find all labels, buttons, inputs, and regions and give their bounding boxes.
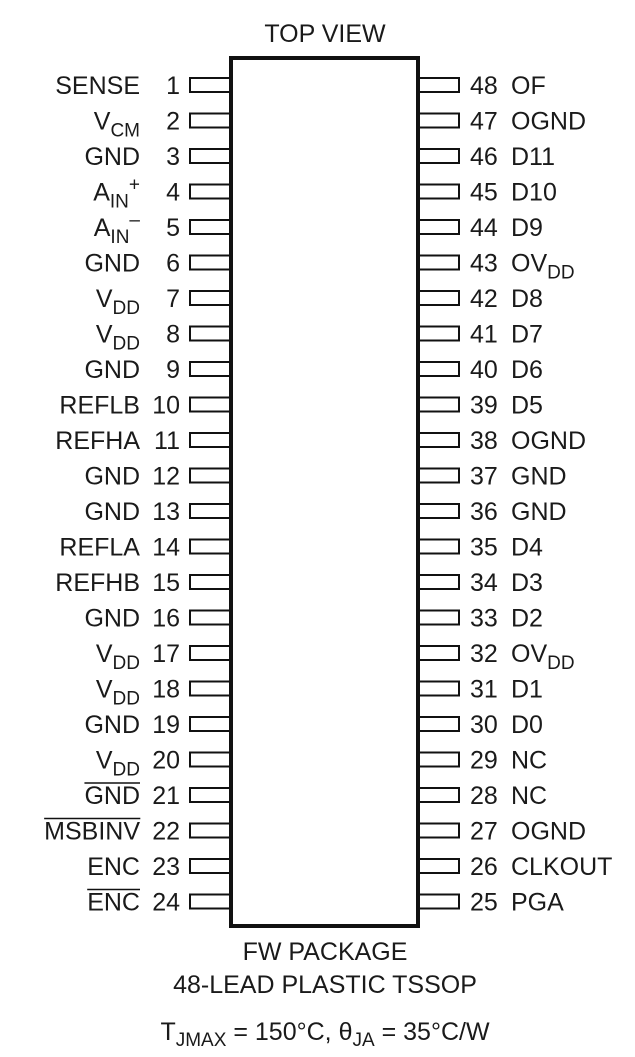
pin-label-main: OV: [511, 249, 548, 278]
pin-label-main: D0: [511, 711, 543, 739]
pin-label: [93, 175, 140, 213]
pin-number: 4: [166, 178, 180, 207]
pin-label: [511, 356, 543, 384]
pin-label-main: GND: [511, 462, 567, 491]
pin-label: [511, 534, 543, 562]
pin-label: [96, 676, 140, 710]
pin-number: 19: [152, 711, 180, 739]
pin-number: 48: [470, 72, 498, 100]
pin-label: [511, 427, 586, 455]
pin-label-main: GND: [84, 498, 140, 526]
pin-label-main: NC: [511, 746, 548, 775]
pin-pad: [190, 895, 230, 909]
pin-label-main: V: [95, 675, 113, 704]
pin-number: 28: [470, 782, 498, 810]
pin-pad: [190, 220, 230, 234]
pin-pad: [419, 469, 459, 483]
pin-pad: [190, 540, 230, 554]
pin-label: [511, 640, 575, 674]
pin-label-main: V: [95, 640, 113, 668]
pin-label-main: GND: [84, 604, 140, 633]
pin-pad: [190, 78, 230, 92]
pin-label-main: ENC: [87, 888, 140, 917]
pin-number: 17: [152, 640, 180, 668]
pin-label-main: REFLB: [59, 391, 140, 420]
pin-pad: [190, 682, 230, 696]
pin-label-subscript: IN: [109, 191, 129, 213]
pin-label-main: GND: [84, 356, 140, 384]
pin-label: [511, 818, 586, 846]
pin-pad: [190, 149, 230, 163]
pin-label-subscript: DD: [547, 653, 575, 674]
pin-pad: [419, 398, 459, 412]
pin-label: [84, 605, 140, 633]
tjmax-value: = 150°C,: [226, 1018, 339, 1046]
package-type: 48-LEAD PLASTIC TSSOP: [173, 971, 477, 999]
pin-number: 5: [166, 214, 180, 242]
pin-pad: [419, 433, 459, 447]
pin-label-main: D4: [511, 533, 543, 562]
pin-pad: [419, 540, 459, 554]
pin-label: [94, 108, 140, 142]
pin-label: [55, 569, 140, 597]
pin-pad: [190, 859, 230, 873]
pin-label: [84, 498, 140, 526]
pin-number: 27: [470, 817, 498, 846]
pin-label-main: MSBINV: [44, 817, 140, 846]
pin-number: 46: [470, 143, 498, 171]
pin-pad: [190, 433, 230, 447]
pin-number: 20: [152, 746, 180, 775]
pin-label-main: A: [93, 178, 110, 207]
pin-label-subscript: CM: [110, 120, 140, 142]
pin-number: 43: [470, 249, 498, 278]
pin-pad: [190, 256, 230, 270]
pin-number: 40: [470, 356, 498, 384]
pin-pad: [419, 114, 459, 128]
pin-label-subscript: DD: [112, 653, 140, 674]
pin-number: 32: [470, 640, 498, 668]
pin-pad: [190, 753, 230, 767]
pin-label: [84, 250, 140, 278]
pin-label-main: D7: [511, 320, 543, 349]
pin-label-main: GND: [84, 711, 140, 739]
pin-label: [511, 214, 543, 242]
pin-pad: [419, 362, 459, 376]
pin-label: [511, 392, 543, 420]
pin-number: 10: [152, 391, 180, 420]
pin-label-main: A: [93, 214, 111, 242]
pin-label-main: D5: [511, 391, 543, 420]
pin-number: 29: [470, 746, 498, 775]
pin-label: [96, 321, 140, 355]
pin-number: 35: [470, 533, 498, 562]
pin-label: [59, 392, 140, 420]
pin-label-main: GND: [84, 143, 140, 171]
pin-number: 36: [470, 498, 498, 526]
pin-label: [511, 782, 547, 810]
pin-label-main: ENC: [87, 853, 140, 881]
pin-label: [511, 108, 586, 136]
pin-label: [511, 569, 543, 597]
thermal-spec: [160, 1018, 490, 1051]
pin-label-main: OV: [511, 640, 548, 668]
pin-label: [511, 179, 557, 207]
pin-label: [96, 285, 140, 319]
pin-label-main: D6: [511, 356, 543, 384]
pin-label-main: REFHA: [55, 427, 140, 455]
pin-pad: [419, 611, 459, 625]
pin-label: [511, 72, 546, 100]
pin-label-subscript: DD: [112, 759, 140, 781]
pin-label-subscript: DD: [112, 333, 140, 355]
pin-number: 1: [166, 72, 180, 100]
theta-value: = 35°C/W: [374, 1018, 490, 1046]
pin-label-main: GND: [84, 462, 140, 491]
pin-label: [511, 285, 543, 313]
pin-label: [59, 534, 140, 562]
pin-pad: [419, 220, 459, 234]
pin-pad: [419, 78, 459, 92]
pin-number: 38: [470, 427, 498, 455]
theta-subscript: JA: [352, 1030, 375, 1051]
pin-number: 16: [152, 604, 180, 633]
pin-number: 42: [470, 285, 498, 313]
pin-label: [511, 889, 564, 917]
pin-number: 21: [152, 782, 180, 810]
pin-label-main: OGND: [511, 107, 586, 136]
pin-label: [84, 143, 140, 171]
pin-label: [84, 711, 140, 739]
pin-label-main: GND: [511, 498, 567, 526]
pin-pad: [190, 327, 230, 341]
pin-number: 26: [470, 853, 498, 881]
pin-number: 41: [470, 320, 498, 349]
pin-label-main: D10: [511, 178, 557, 207]
pin-label: [84, 463, 140, 491]
pin-number: 9: [166, 356, 180, 384]
pin-number: 37: [470, 462, 498, 491]
pin-label: [511, 321, 543, 349]
pin-label-main: OGND: [511, 817, 586, 846]
pin-pad: [190, 114, 230, 128]
pin-label-main: D8: [511, 285, 543, 313]
pin-label-main: D3: [511, 569, 543, 597]
tjmax-subscript: JMAX: [175, 1030, 227, 1051]
pin-number: 34: [470, 569, 498, 597]
pin-pad: [419, 859, 459, 873]
pin-label-subscript: DD: [112, 298, 140, 319]
pin-label: [87, 853, 140, 881]
pin-number: 18: [152, 675, 180, 704]
pin-label-superscript: –: [129, 210, 140, 231]
pin-pad: [419, 646, 459, 660]
pin-label: [96, 640, 140, 674]
view-title: TOP VIEW: [264, 20, 386, 48]
pin-number: 39: [470, 391, 498, 420]
pin-number: 30: [470, 711, 498, 739]
pin-label-main: D9: [511, 214, 543, 242]
pin-label-main: NC: [511, 782, 548, 810]
pin-number: 25: [470, 888, 498, 917]
pin-label-main: V: [93, 107, 111, 136]
pin-label: [511, 711, 543, 739]
pin-number: 2: [166, 107, 180, 136]
pin-label: [511, 676, 543, 704]
pin-number: 14: [152, 533, 180, 562]
pin-number: 44: [470, 214, 498, 242]
pin-label-main: GND: [84, 249, 140, 278]
ic-body: [231, 58, 418, 926]
pin-pad: [190, 185, 230, 199]
pin-number: 15: [152, 569, 180, 597]
pin-pad: [419, 149, 459, 163]
pin-label: [511, 143, 555, 171]
pin-label-main: OGND: [511, 427, 586, 455]
pin-label: [55, 72, 140, 100]
pin-label: [511, 605, 543, 633]
pin-pad: [190, 504, 230, 518]
pin-number: 8: [166, 320, 180, 349]
pin-label: [511, 463, 567, 491]
pin-label: [511, 498, 567, 526]
pin-number: 33: [470, 604, 498, 633]
pin-label-main: SENSE: [55, 72, 140, 100]
pin-label-main: V: [95, 746, 113, 775]
pin-number: 45: [470, 178, 498, 207]
pin-label: [84, 356, 140, 384]
pin-pad: [419, 895, 459, 909]
pin-label-main: REFHB: [55, 569, 140, 597]
pin-number: 47: [470, 107, 498, 136]
pin-label-subscript: IN: [110, 227, 130, 248]
tjmax-symbol: T: [160, 1018, 176, 1046]
pin-pad: [190, 575, 230, 589]
pin-label: [44, 818, 140, 846]
pin-pad: [419, 575, 459, 589]
pin-pad: [419, 753, 459, 767]
pin-label-main: PGA: [511, 888, 564, 917]
pin-label: [55, 427, 140, 455]
pin-label-subscript: DD: [547, 262, 575, 284]
pin-pad: [419, 717, 459, 731]
pin-label: [511, 853, 612, 881]
right-pin-group: [419, 72, 612, 917]
pin-number: 7: [166, 285, 180, 313]
pin-label-main: REFLA: [59, 533, 140, 562]
pin-label-superscript: +: [128, 174, 140, 196]
pin-number: 3: [166, 143, 180, 171]
pin-label: [84, 782, 140, 810]
theta-symbol: θ: [338, 1018, 353, 1046]
pin-pad: [419, 256, 459, 270]
pin-pad: [419, 291, 459, 305]
pin-pad: [419, 327, 459, 341]
pin-pad: [190, 788, 230, 802]
pin-label-main: D2: [511, 604, 543, 633]
package-name: FW PACKAGE: [242, 938, 408, 966]
pin-pad: [419, 504, 459, 518]
pin-number: 12: [152, 462, 180, 491]
pin-pad: [419, 185, 459, 199]
pin-label-main: V: [95, 320, 113, 349]
pin-pad: [190, 362, 230, 376]
pin-number: 6: [166, 249, 180, 278]
pin-number: 13: [152, 498, 180, 526]
left-pin-group: [44, 72, 230, 917]
pin-number: 11: [154, 427, 180, 455]
pin-label-main: V: [95, 285, 113, 313]
pin-label: [511, 250, 575, 284]
pin-label-main: OF: [511, 72, 546, 100]
pin-pad: [190, 824, 230, 838]
pin-pad: [190, 646, 230, 660]
pin-label: [87, 889, 140, 917]
pin-label: [96, 747, 140, 781]
pin-label-subscript: DD: [112, 688, 140, 710]
pin-pad: [190, 291, 230, 305]
pin-pad: [419, 788, 459, 802]
pin-pad: [190, 469, 230, 483]
pin-label: [511, 747, 547, 775]
pin-number: 22: [152, 817, 180, 846]
pin-pad: [190, 611, 230, 625]
pin-number: 24: [152, 888, 180, 917]
pin-number: 23: [152, 853, 180, 881]
pin-label-main: D1: [511, 675, 543, 704]
pin-number: 31: [470, 675, 498, 704]
pin-label-main: D11: [511, 143, 556, 171]
pin-label: [94, 210, 141, 248]
pin-pad: [419, 824, 459, 838]
pin-pad: [190, 717, 230, 731]
pin-label-main: GND: [84, 782, 140, 810]
pin-label-main: CLKOUT: [511, 853, 613, 881]
pin-pad: [419, 682, 459, 696]
pin-pad: [190, 398, 230, 412]
